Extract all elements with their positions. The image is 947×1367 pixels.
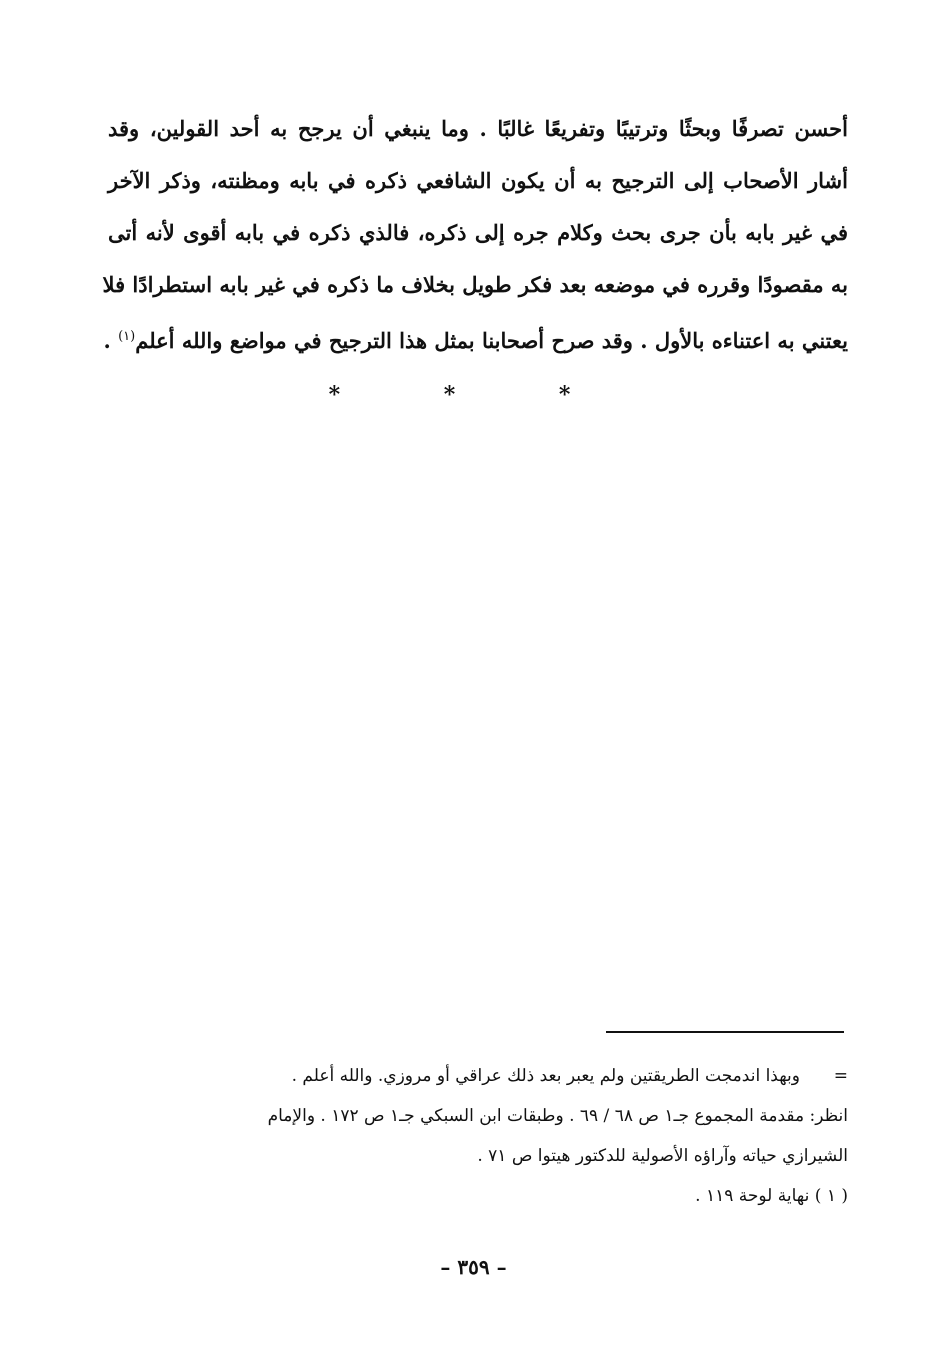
page-number: – ٣٥٩ – [440, 1255, 507, 1279]
text-line-last [103, 311, 848, 363]
footnote-text: انظر: مقدمة المجموع جـ١ ص ٦٨ / ٦٩ . وطبقات ابن السبكي جـ١ ص ١٧٢ . والإمام [267, 1106, 848, 1126]
text-line: أشار الأصحاب إلى الترجيح به أن يكون الشافعي ذكره في بابه ومظنته، وذكر الآخر [108, 168, 848, 193]
footnote-reference: (١) [118, 329, 136, 344]
main-text [102, 103, 848, 363]
footnote-text: وبهذا اندمجت الطريقتين ولم يعبر بعد ذلك عراقي أو مروزي. والله أعلم . [291, 1066, 800, 1086]
footnotes [108, 1056, 848, 1216]
footnote-text: الشيرازي حياته وآراؤه الأصولية للدكتور هيتوا ص ٧١ . [477, 1146, 848, 1166]
footnote-continuation [108, 1056, 848, 1096]
text-line: يعتني به اعتناءه بالأول . وقد صرح أصحابنا بمثل هذا الترجيح في مواضع والله أعلم [135, 328, 848, 353]
footnote-1: ( ١ ) نهاية لوحة ١١٩ . [695, 1186, 848, 1206]
footnote-divider [606, 1031, 844, 1033]
text-line: في غير بابه بأن جرى بحث وكلام جره إلى ذكره، فالذي ذكره في بابه أقوى لأنه أتى [108, 220, 848, 245]
text-line: أحسن تصرفًا وبحثًا وترتيبًا وتفريعًا غالبًا . وما ينبغي أن يرجح به أحد القولين، وقد [108, 116, 848, 141]
text-line: به مقصودًا وقرره في موضعه بعد فكر طويل بخلاف ما ذكره في غير بابه استطرادًا فلا [102, 272, 848, 297]
continuation-mark: = [833, 1066, 848, 1086]
sentence-end: . [103, 328, 111, 353]
section-separator: * * * [328, 382, 619, 408]
